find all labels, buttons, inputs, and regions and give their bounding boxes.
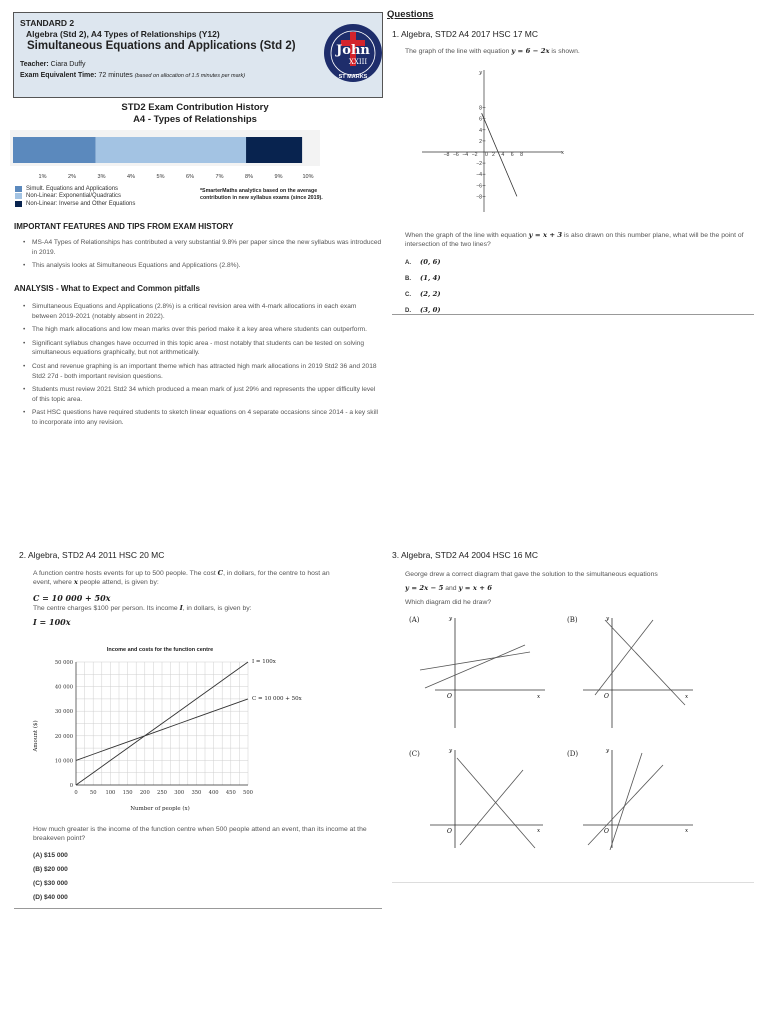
analysis-heading: ANALYSIS - What to Expect and Common pitfalls — [14, 284, 200, 293]
list-item: • MS-A4 Types of Relationships has contributed a very substantial 9.8% per paper since the new syllabus was introduced in 2019. — [20, 238, 382, 257]
x-tick-label: 200 — [139, 790, 150, 796]
option-b[interactable] — [405, 271, 441, 287]
option-c[interactable] — [405, 287, 441, 303]
legend-label: Non-Linear: Inverse and Other Equations — [26, 200, 136, 207]
x-tick-label: 4 — [501, 152, 505, 158]
q3-title — [392, 550, 538, 560]
q3-text: George drew a correct diagram that gave the solution to the simultaneous equations — [405, 571, 658, 578]
origin-label: O — [447, 693, 452, 700]
contribution-title — [45, 102, 345, 126]
q2-number: 2. — [19, 550, 27, 560]
q2-eq2: I = 100x — [33, 617, 71, 627]
q3-question: Which diagram did he draw? — [405, 599, 492, 606]
list-item: • Students must review 2021 Std2 34 which produced a mean mark of just 29% and represents the upper difficulty level of this topic area. — [20, 385, 382, 404]
stacked-bar-segment — [96, 137, 246, 163]
x-tick-label: 150 — [122, 790, 133, 796]
y-tick-label: −4 — [476, 172, 482, 179]
axis-y-label: y — [606, 748, 610, 754]
y-tick-label: −6 — [476, 183, 482, 190]
option-b[interactable]: (B) $20 000 — [33, 866, 68, 873]
q3-divider — [392, 882, 754, 883]
axis-tick-label: 2% — [68, 174, 76, 180]
panel-d[interactable] — [567, 748, 693, 850]
q2-text2 — [33, 604, 252, 613]
time-note: (based on allocation of 1.5 minutes per mark) — [134, 73, 246, 79]
q1-text-a: When the graph of the line with equation — [405, 232, 527, 239]
y-tick-label: −2 — [476, 161, 482, 168]
x-axis-label: x — [561, 150, 565, 156]
legend-label: Non-Linear: Exponential/Quadratics — [26, 193, 122, 200]
legend-swatch — [15, 186, 22, 192]
q3-diagrams — [395, 610, 725, 850]
option-value: (0, 6) — [420, 258, 441, 266]
q1-text-b: is also drawn on this number plane, what will be the point of intersection of the two lines? — [405, 232, 744, 248]
q2-title — [19, 550, 164, 560]
origin-label: 0 — [485, 152, 488, 158]
q2-chart-title: Income and costs for the function centre — [106, 647, 214, 653]
panel-a[interactable] — [409, 616, 545, 728]
list-item: • The high mark allocations and low mean marks over this period make it a key area where students can outperform. — [20, 325, 382, 335]
q2-question: How much greater is the income of the function centre when 500 people attend an event, than its income at the breakeven point? — [33, 826, 367, 842]
option-label: B. — [405, 276, 411, 282]
axis-tick-label: 9% — [274, 174, 283, 180]
q2-ylabel: Amount ($) — [33, 720, 39, 752]
option-label: D. — [405, 308, 411, 314]
legend-swatch — [15, 193, 22, 199]
option-value: (3, 0) — [420, 306, 441, 314]
x-tick-label: 8 — [520, 152, 524, 158]
q2-title-text: Algebra, STD2 A4 2011 HSC 20 MC — [28, 550, 165, 560]
teacher-label: Teacher: — [20, 61, 49, 68]
topic-label: Algebra (Std 2), A4 Types of Relationships (Y12) — [26, 29, 220, 39]
analysis-list — [20, 302, 382, 432]
logo-word: John — [336, 43, 370, 58]
list-item: • Significant syllabus changes have occurred in this topic area - most notably that students can be tested on solving simultaneous equations graphically, but not arithmetically. — [20, 339, 382, 358]
q1-graph — [418, 64, 568, 214]
x-tick-label: 250 — [157, 790, 167, 796]
origin-label: O — [447, 828, 452, 835]
option-value: (1, 4) — [420, 274, 441, 282]
y-tick-label: 20 000 — [54, 733, 73, 740]
panel-c[interactable] — [409, 748, 543, 848]
panel-b[interactable] — [567, 616, 693, 728]
q3-title-text: Algebra, STD2 A4 2004 HSC 16 MC — [401, 550, 539, 560]
panel-label: (B) — [567, 616, 578, 624]
x-tick-label: 350 — [191, 790, 202, 796]
q2-var-x: x — [73, 578, 78, 586]
x-tick-label: 300 — [174, 790, 185, 796]
axis-x-label: x — [685, 694, 689, 700]
x-tick-label: −2 — [471, 152, 478, 158]
option-a[interactable]: (A) $15 000 — [33, 852, 68, 859]
y-tick-label: 0 — [69, 783, 73, 789]
q2-chart — [28, 640, 348, 820]
origin-label: O — [604, 693, 609, 700]
panel-label: (C) — [409, 750, 420, 758]
axis-y-label: y — [606, 616, 610, 622]
q2-text1-a: A function centre hosts events for up to 500 people. The cost — [33, 570, 216, 577]
option-value: (2, 2) — [420, 290, 441, 298]
option-d[interactable]: (D) $40 000 — [33, 894, 68, 901]
contribution-title-2: A4 - Types of Relationships — [133, 114, 257, 125]
axis-y-label: y — [449, 748, 453, 754]
q2-text2-a: The centre charges $100 per person. Its income — [33, 605, 178, 612]
questions-heading: Questions — [387, 9, 434, 20]
legend-label: Simult. Equations and Applications — [26, 185, 119, 192]
legend-item — [15, 185, 135, 193]
axis-x-label: x — [537, 828, 541, 834]
list-item: • Simultaneous Equations and Applications (2.8%) is a critical revision area with 4-mark allocations in each exam between 2019-2021 (notably absent in 2022). — [20, 302, 382, 321]
option-label: A. — [405, 260, 411, 266]
features-heading: IMPORTANT FEATURES AND TIPS FROM EXAM HISTORY — [14, 222, 234, 231]
x-tick-label: −6 — [452, 152, 459, 158]
option-label: C. — [405, 292, 411, 298]
x-tick-label: 400 — [208, 790, 219, 796]
header-box — [13, 12, 383, 98]
analytics-note: *SmarterMaths analytics based on the average contribution in new syllabus exams (since 2019). — [200, 188, 323, 201]
contribution-title-1: STD2 Exam Contribution History — [121, 102, 269, 113]
axis-x-label: x — [685, 828, 689, 834]
q1-intro — [405, 47, 580, 56]
x-tick-label: 500 — [243, 790, 253, 796]
q3-number: 3. — [392, 550, 400, 560]
legend-item — [15, 193, 135, 201]
y-tick-label: 8 — [479, 105, 482, 112]
option-d[interactable] — [405, 303, 441, 319]
axis-tick-label: 3% — [97, 174, 106, 180]
q3-equations — [405, 584, 492, 593]
logo-numeral: XXIII — [348, 58, 368, 66]
legend-item — [15, 200, 135, 208]
time-label: Exam Equivalent Time: — [20, 72, 97, 79]
y-tick-label: −8 — [476, 194, 482, 201]
q1-question — [405, 231, 757, 249]
teacher-name: Ciara Duffy — [50, 61, 86, 68]
q1-intro-b: is shown. — [551, 48, 580, 55]
list-item: • Cost and revenue graphing is an important theme which has attracted high mark allocations in 2019 Std2 36 and 2018 Std2 27d - both important revision questions. — [20, 362, 382, 381]
x-tick-label: −8 — [443, 152, 450, 158]
list-item: • Past HSC questions have required students to sketch linear equations on 4 separate occasions since 2014 - a key skill to incorporate into any revision. — [20, 408, 382, 427]
panel-label: (A) — [409, 616, 420, 624]
axis-tick-label: 10% — [302, 174, 314, 180]
y-tick-label: 6 — [479, 116, 482, 123]
series-label-income: I = 100x — [252, 659, 276, 665]
axis-tick-label: 5% — [156, 174, 165, 180]
q3-and: and — [445, 585, 457, 592]
x-tick-label: 50 — [89, 790, 97, 796]
x-tick-label: 0 — [74, 790, 78, 796]
q2-var-c: C — [217, 569, 224, 577]
x-tick-label: 100 — [105, 790, 116, 796]
x-tick-label: 450 — [225, 790, 236, 796]
q2-text2-b: , in dollars, is given by: — [182, 605, 252, 612]
option-c[interactable]: (C) $30 000 — [33, 880, 68, 887]
q2-intro — [33, 569, 333, 587]
option-a[interactable] — [405, 255, 441, 271]
x-tick-label: 6 — [510, 152, 514, 158]
axis-x-label: x — [537, 694, 541, 700]
axis-tick-label: 7% — [215, 174, 224, 180]
y-tick-label: 50 000 — [54, 660, 73, 666]
stacked-bar-segment — [246, 137, 302, 163]
q2-divider — [14, 908, 382, 909]
legend-swatch — [15, 201, 22, 207]
q2-text1-c: people attend, is given by: — [79, 579, 159, 586]
q1-title-text: Algebra, STD2 A4 2017 HSC 17 MC — [401, 29, 539, 39]
time-line — [20, 72, 245, 79]
y-tick-label: 40 000 — [54, 684, 73, 691]
axis-tick-label: 6% — [186, 174, 194, 180]
y-tick-label: 4 — [479, 127, 482, 134]
origin-label: O — [604, 828, 609, 835]
x-tick-label: 2 — [491, 152, 495, 158]
features-list — [20, 238, 382, 275]
time-value: 72 minutes — [98, 72, 133, 79]
y-tick-label: 10 000 — [54, 758, 73, 765]
panel-label: (D) — [567, 750, 579, 758]
q2-eq1: C = 10 000 + 50x — [33, 593, 111, 603]
list-item: • This analysis looks at Simultaneous Equations and Applications (2.8%). — [20, 261, 382, 271]
contribution-legend — [15, 185, 135, 208]
q1-intro-eq: y = 6 − 2x — [511, 47, 550, 55]
q1-text-eq: y = x + 3 — [528, 231, 563, 239]
level-label: STANDARD 2 — [20, 18, 75, 28]
q2-text1-b: , in dollars, for the centre to host an event, where — [33, 570, 330, 586]
stacked-bar-segment — [13, 137, 96, 163]
axis-tick-label: 8% — [245, 174, 253, 180]
teacher-line — [20, 61, 86, 68]
q3-eq-b: y = x + 6 — [458, 584, 493, 592]
q1-title — [392, 29, 538, 39]
q1-number: 1. — [392, 29, 400, 39]
y-tick-label: 2 — [479, 138, 482, 145]
school-logo — [323, 18, 383, 88]
q2-xlabel: Number of people (x) — [130, 806, 190, 812]
q2-options — [33, 849, 68, 905]
page-title: Simultaneous Equations and Applications (Std 2) — [27, 40, 296, 52]
axis-tick-label: 4% — [127, 174, 135, 180]
y-axis-label: y — [479, 70, 483, 76]
contribution-chart — [10, 130, 320, 182]
q1-divider — [392, 314, 754, 315]
logo-ring-text: ST MARKS — [338, 74, 368, 80]
q1-options — [405, 255, 441, 319]
q1-intro-a: The graph of the line with equation — [405, 48, 510, 55]
axis-tick-label: 1% — [38, 174, 47, 180]
axis-y-label: y — [449, 616, 453, 622]
q2-var-i: I — [179, 604, 183, 612]
series-label-cost: C = 10 000 + 50x — [252, 696, 302, 702]
x-tick-label: −4 — [462, 152, 469, 158]
q3-eq-a: y = 2x − 5 — [405, 584, 444, 592]
y-tick-label: 30 000 — [54, 709, 73, 716]
